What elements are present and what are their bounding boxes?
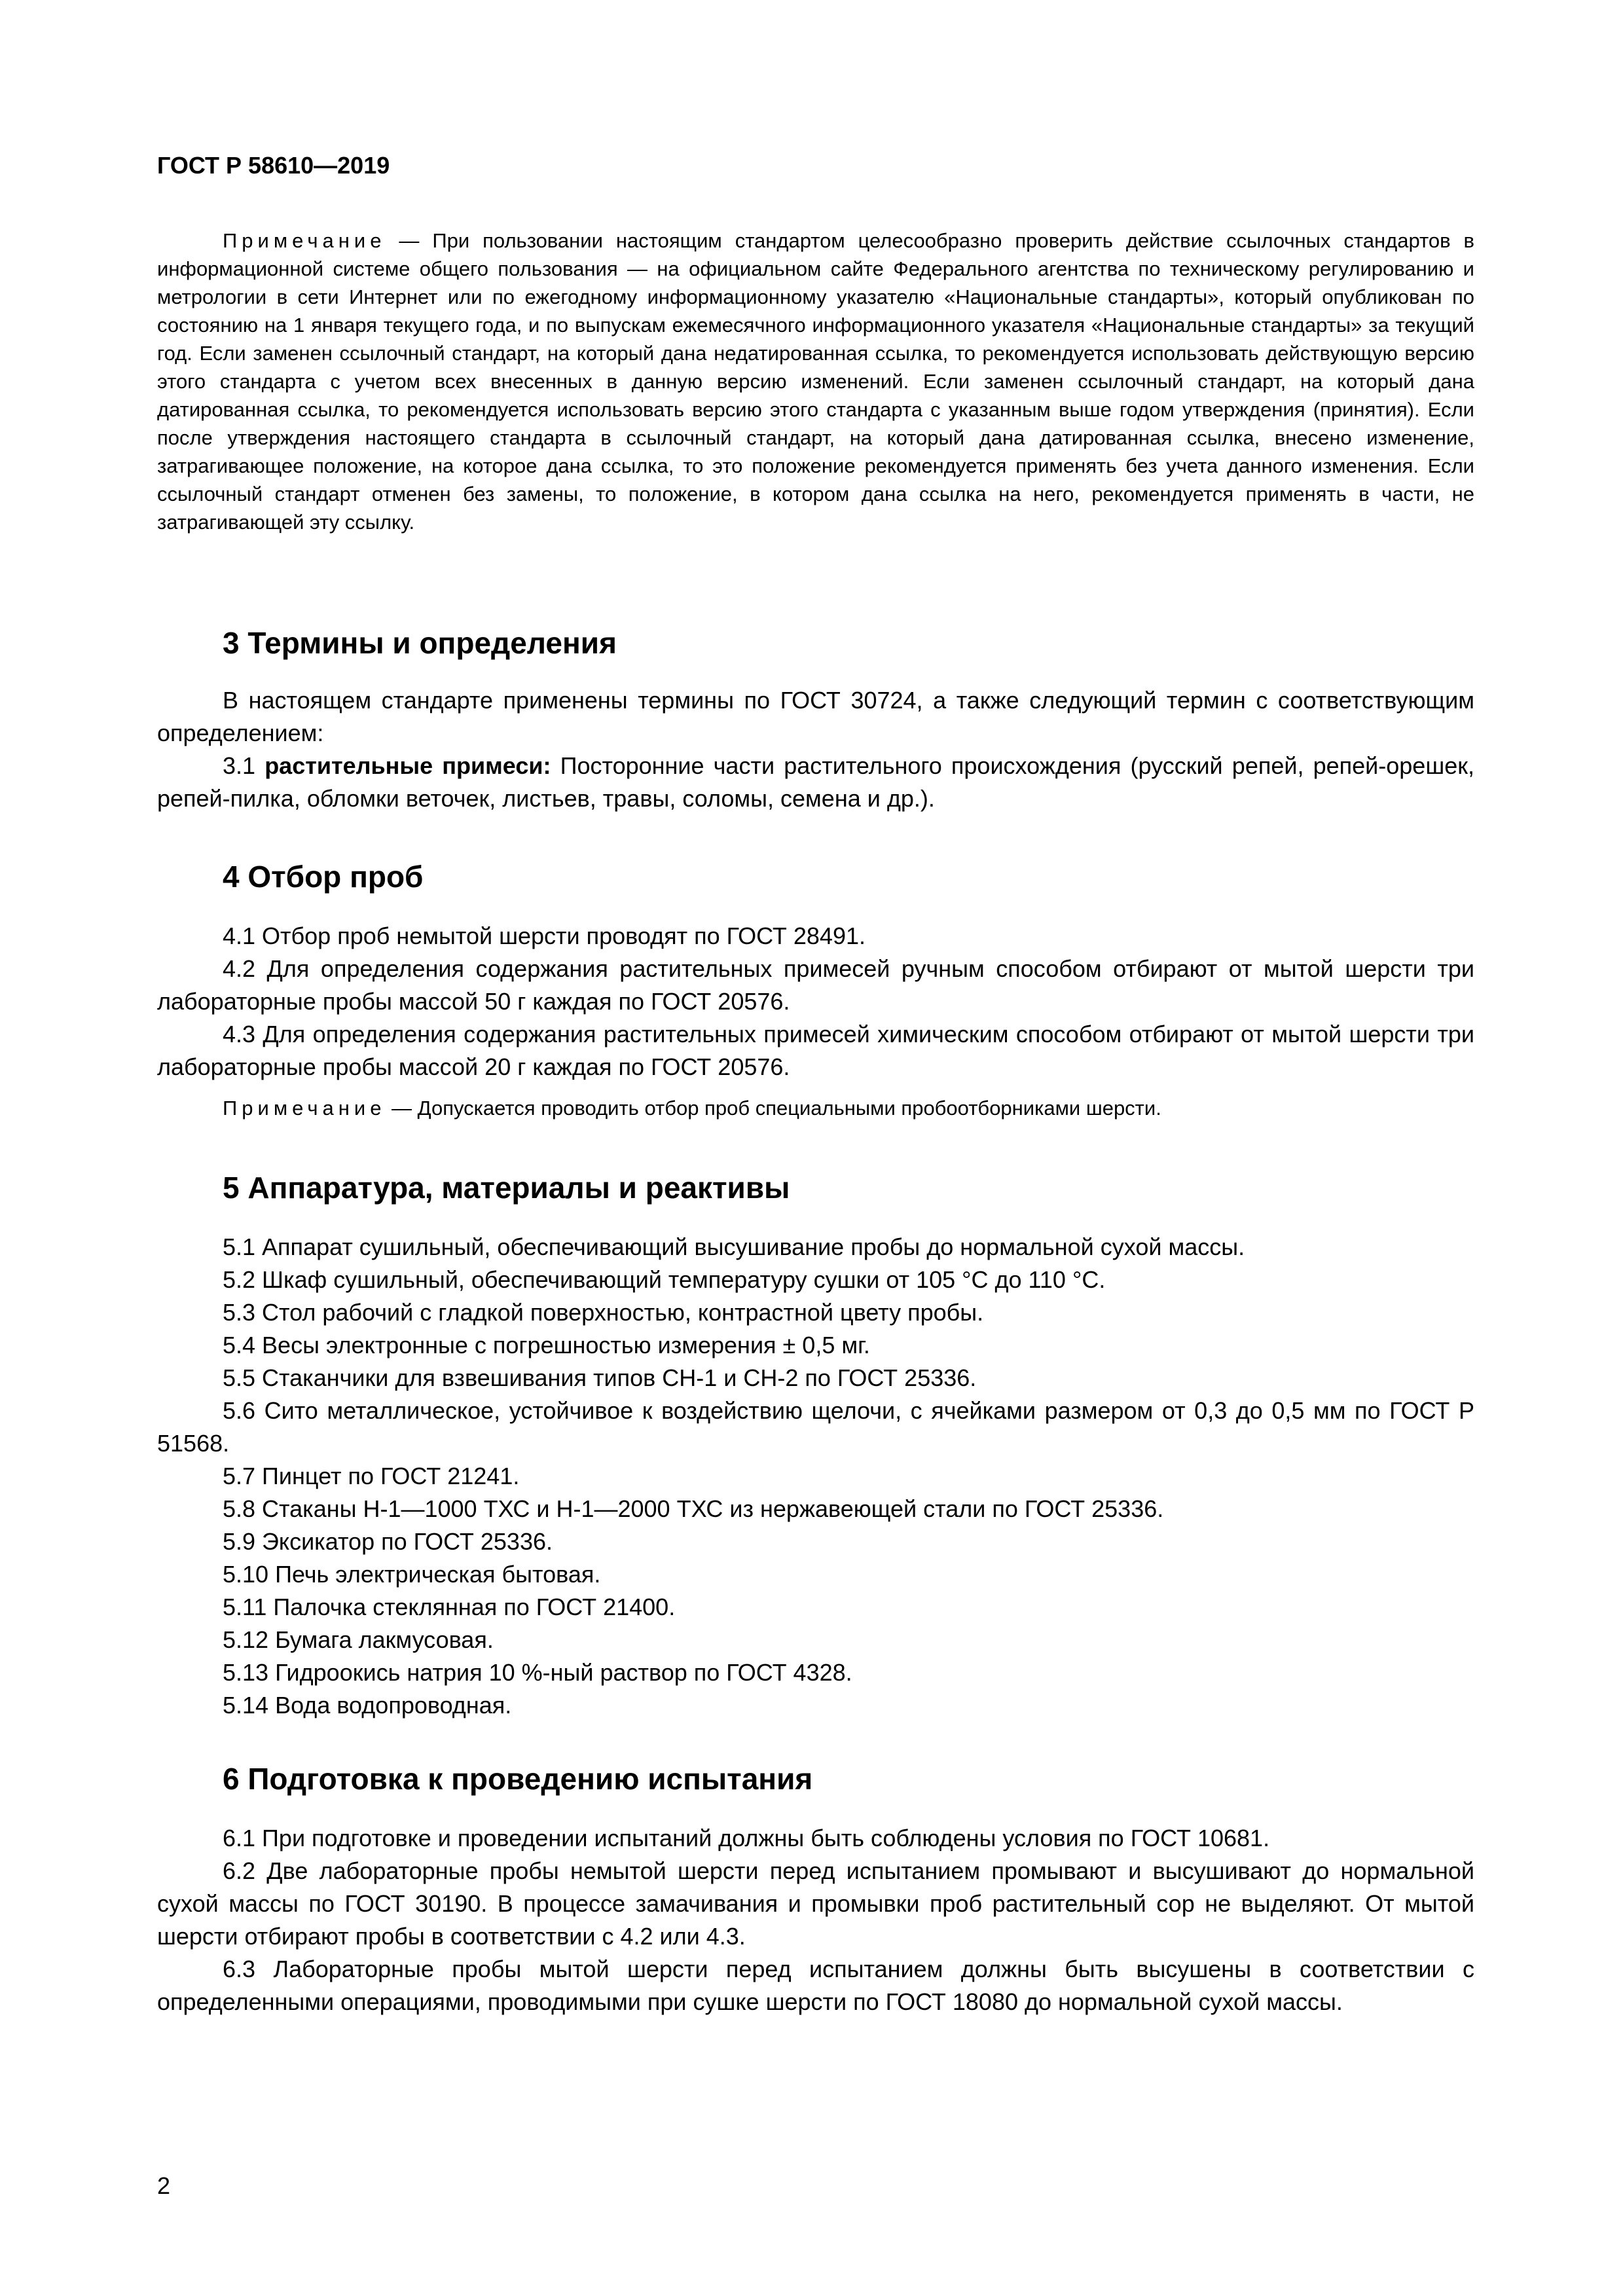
clause-4-3: 4.3 Для определения содержания растительных примесей химическим способом отбирают от мытой шерсти три лабораторные пробы массой 20 г каждая по ГОСТ 20576.	[157, 1021, 1474, 1080]
note-text: — Допускается проводить отбор проб специальными пробоотборниками шерсти.	[386, 1097, 1161, 1120]
term-3-1	[157, 750, 1474, 815]
section-3-intro: В настоящем стандарте применены термины по ГОСТ 30724, а также следующий термин с соответствующим определением:	[157, 687, 1474, 746]
page-number: 2	[157, 2172, 171, 2199]
clause-5-14: 5.14 Вода водопроводная.	[223, 1692, 512, 1719]
clause-4-1: 4.1 Отбор проб немытой шерсти проводят по ГОСТ 28491.	[223, 922, 866, 949]
note-references	[157, 227, 1474, 536]
section-4-title: 4 Отбор проб	[223, 860, 424, 894]
clause-6-2: 6.2 Две лабораторные пробы немытой шерсти перед испытанием промывают и высушивают до нормальной сухой массы по ГОСТ 30190. В процессе замачивания и промывки проб растительный сор не выделяют. От мытой шерсти отбирают пробы в соответствии с 4.2 или 4.3.	[157, 1857, 1474, 1950]
clause-4-2: 4.2 Для определения содержания растительных примесей ручным способом отбирают от мытой шерсти три лабораторные пробы массой 50 г каждая по ГОСТ 20576.	[157, 955, 1474, 1015]
clause-5-10: 5.10 Печь электрическая бытовая.	[223, 1561, 601, 1588]
term-definition: Посторонние части растительного происхождения (русский репей, репей-орешек, репей-пилка, обломки веточек, листьев, травы, соломы, семена и др.).	[157, 752, 1474, 812]
clause-5-3: 5.3 Стол рабочий с гладкой поверхностью, контрастной цвету пробы.	[223, 1299, 984, 1326]
clause-5-12: 5.12 Бумага лакмусовая.	[223, 1626, 494, 1653]
clause-5-5: 5.5 Стаканчики для взвешивания типов СН-1 и СН-2 по ГОСТ 25336.	[223, 1364, 977, 1391]
note-lead: Примечание	[223, 229, 386, 252]
clause-5-7: 5.7 Пинцет по ГОСТ 21241.	[223, 1463, 520, 1489]
section-3-title: 3 Термины и определения	[223, 626, 617, 660]
document-header: ГОСТ Р 58610—2019	[157, 152, 390, 179]
clause-5-1: 5.1 Аппарат сушильный, обеспечивающий высушивание пробы до нормальной сухой массы.	[223, 1233, 1245, 1260]
note-sampling	[157, 1094, 1474, 1122]
clause-5-4: 5.4 Весы электронные с погрешностью измерения ± 0,5 мг.	[223, 1332, 870, 1358]
note-text: — При пользовании настоящим стандартом целесообразно проверить действие ссылочных стандартов в информационной системе общего пользования — на официальном сайте Федерального агентства по техническому регулированию и метрологии в сети Интернет или по ежегодному информационному указателю «Национальные стандарты», который опубликован по состоянию на 1 января текущего года, и по выпускам ежемесячного информационного указателя «Национальные стандарты» за текущий год. Если заменен ссылочный стандарт, на который дана недатированная ссылка, то рекомендуется использовать действующую версию этого стандарта с учетом всех внесенных в данную версию изменений. Если заменен ссылочный стандарт, на который дана датированная ссылка, то рекомендуется использовать версию этого стандарта с указанным выше годом утверждения (принятия). Если после утверждения настоящего стандарта в ссылочный стандарт, на который дана датированная ссылка, внесено изменение, затрагивающее положение, на которое дана ссылка, то это положение рекомендуется применять без учета данного изменения. Если ссылочный стандарт отменен без замены, то положение, в котором дана ссылка на него, рекомендуется применять в части, не затрагивающей эту ссылку.	[157, 229, 1474, 534]
clause-5-6: 5.6 Сито металлическое, устойчивое к воздействию щелочи, с ячейками размером от 0,3 до 0,5 мм по ГОСТ Р 51568.	[157, 1397, 1474, 1457]
section-5-title: 5 Аппаратура, материалы и реактивы	[223, 1171, 790, 1205]
clause-5-8: 5.8 Стаканы Н-1—1000 ТХС и Н-1—2000 ТХС из нержавеющей стали по ГОСТ 25336.	[223, 1495, 1164, 1522]
term-number: 3.1	[223, 752, 265, 779]
clause-6-1: 6.1 При подготовке и проведении испытаний должны быть соблюдены условия по ГОСТ 10681.	[223, 1825, 1270, 1851]
clause-5-11: 5.11 Палочка стеклянная по ГОСТ 21400.	[223, 1594, 676, 1620]
section-6-title: 6 Подготовка к проведению испытания	[223, 1762, 813, 1796]
clause-6-3: 6.3 Лабораторные пробы мытой шерсти перед испытанием должны быть высушены в соответствии с определенными операциями, проводимыми при сушке шерсти по ГОСТ 18080 до нормальной сухой массы.	[157, 1956, 1474, 2015]
clause-5-9: 5.9 Эксикатор по ГОСТ 25336.	[223, 1528, 553, 1555]
clause-5-13: 5.13 Гидроокись натрия 10 %-ный раствор по ГОСТ 4328.	[223, 1659, 852, 1686]
note-lead: Примечание	[223, 1097, 386, 1120]
term-name: растительные примеси:	[264, 752, 551, 779]
document-page	[157, 0, 1474, 2296]
clause-5-2: 5.2 Шкаф сушильный, обеспечивающий температуру сушки от 105 °С до 110 °С.	[223, 1266, 1106, 1293]
